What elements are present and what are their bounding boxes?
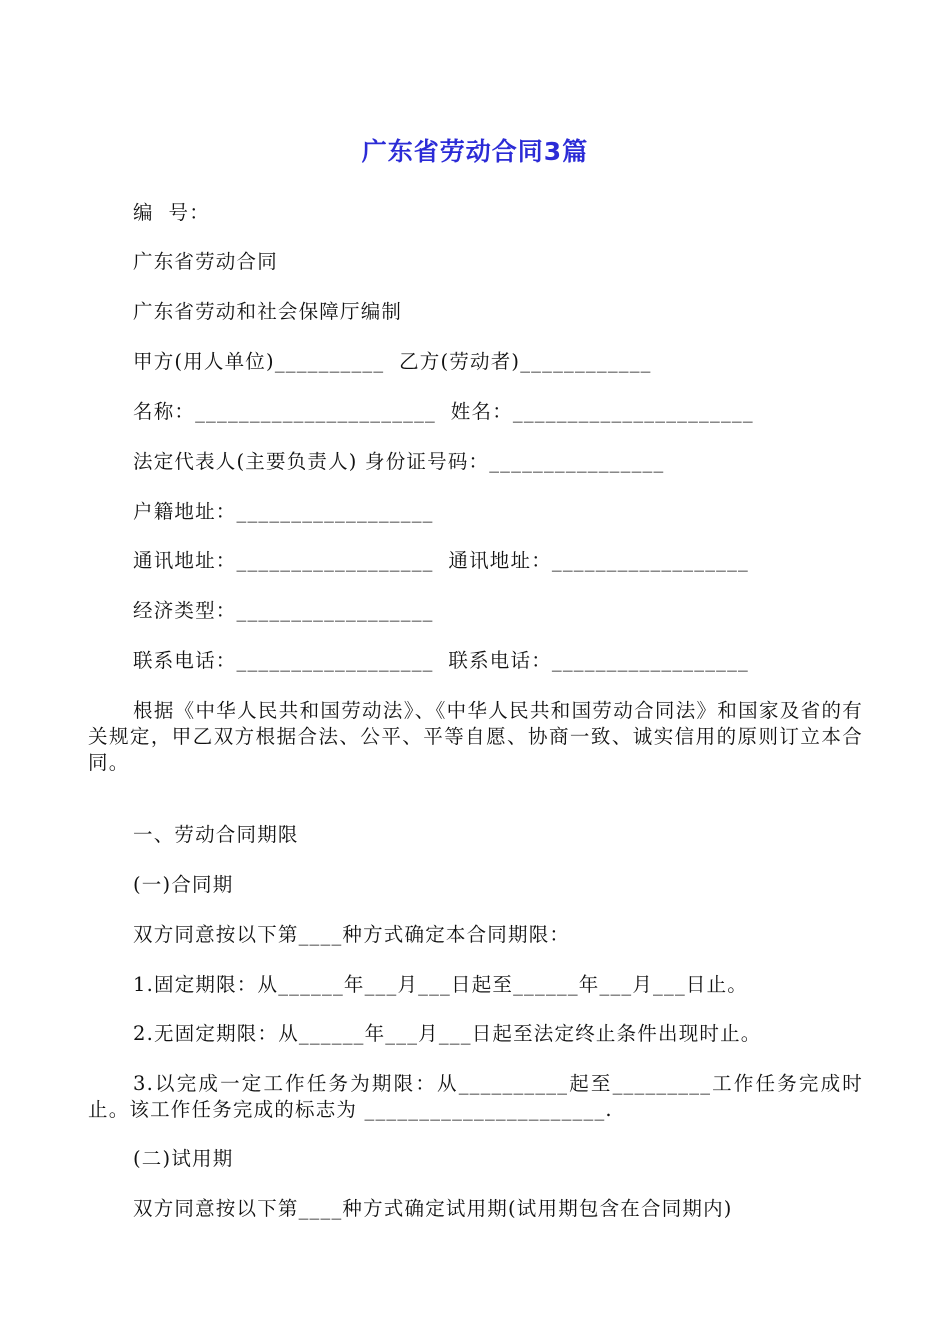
term-option-fixed: 1.固定期限：从______年___月___日起至______年___月___日止。 <box>133 973 749 996</box>
mailing-address-line: 通讯地址：__________________ 通讯地址：__________________ <box>133 549 749 572</box>
phone-line: 联系电话：__________________ 联系电话：__________________ <box>133 649 749 672</box>
household-address-line: 户籍地址：__________________ <box>133 500 434 523</box>
document-title: 广东省劳动合同3篇 <box>361 137 589 166</box>
parties-line: 甲方(用人单位)__________ 乙方(劳动者)____________ <box>133 350 652 373</box>
probation-choice-line: 双方同意按以下第____种方式确定试用期(试用期包含在合同期内) <box>133 1197 733 1220</box>
representative-id-line: 法定代表人(主要负责人) 身份证号码：________________ <box>133 450 665 473</box>
term-option-task-based: 3.以完成一定工作任务为期限：从__________起至_________工作任务完成时止。该工作任务完成的标志为 ______________________. <box>88 1072 863 1121</box>
subsection-contract-term-heading: (一)合同期 <box>133 873 234 896</box>
basis-paragraph: 根据《中华人民共和国劳动法》、《中华人民共和国劳动合同法》和国家及省的有关规定，甲乙双方根据合法、公平、平等自愿、协商一致、诚实信用的原则订立本合同。 <box>88 699 863 774</box>
contract-number-label: 编 号： <box>133 201 210 224</box>
subsection-probation-heading: (二)试用期 <box>133 1147 234 1170</box>
section-1-heading: 一、劳动合同期限 <box>133 823 299 846</box>
term-choice-line: 双方同意按以下第____种方式确定本合同期限： <box>133 923 571 946</box>
economic-type-line: 经济类型：__________________ <box>133 599 434 622</box>
term-option-open-ended: 2.无固定期限：从______年___月___日起至法定终止条件出现时止。 <box>133 1022 762 1045</box>
contract-name-line: 广东省劳动合同 <box>133 250 278 273</box>
name-fields-line: 名称：______________________ 姓名：______________________ <box>133 400 754 423</box>
issuer-line: 广东省劳动和社会保障厅编制 <box>133 300 403 323</box>
